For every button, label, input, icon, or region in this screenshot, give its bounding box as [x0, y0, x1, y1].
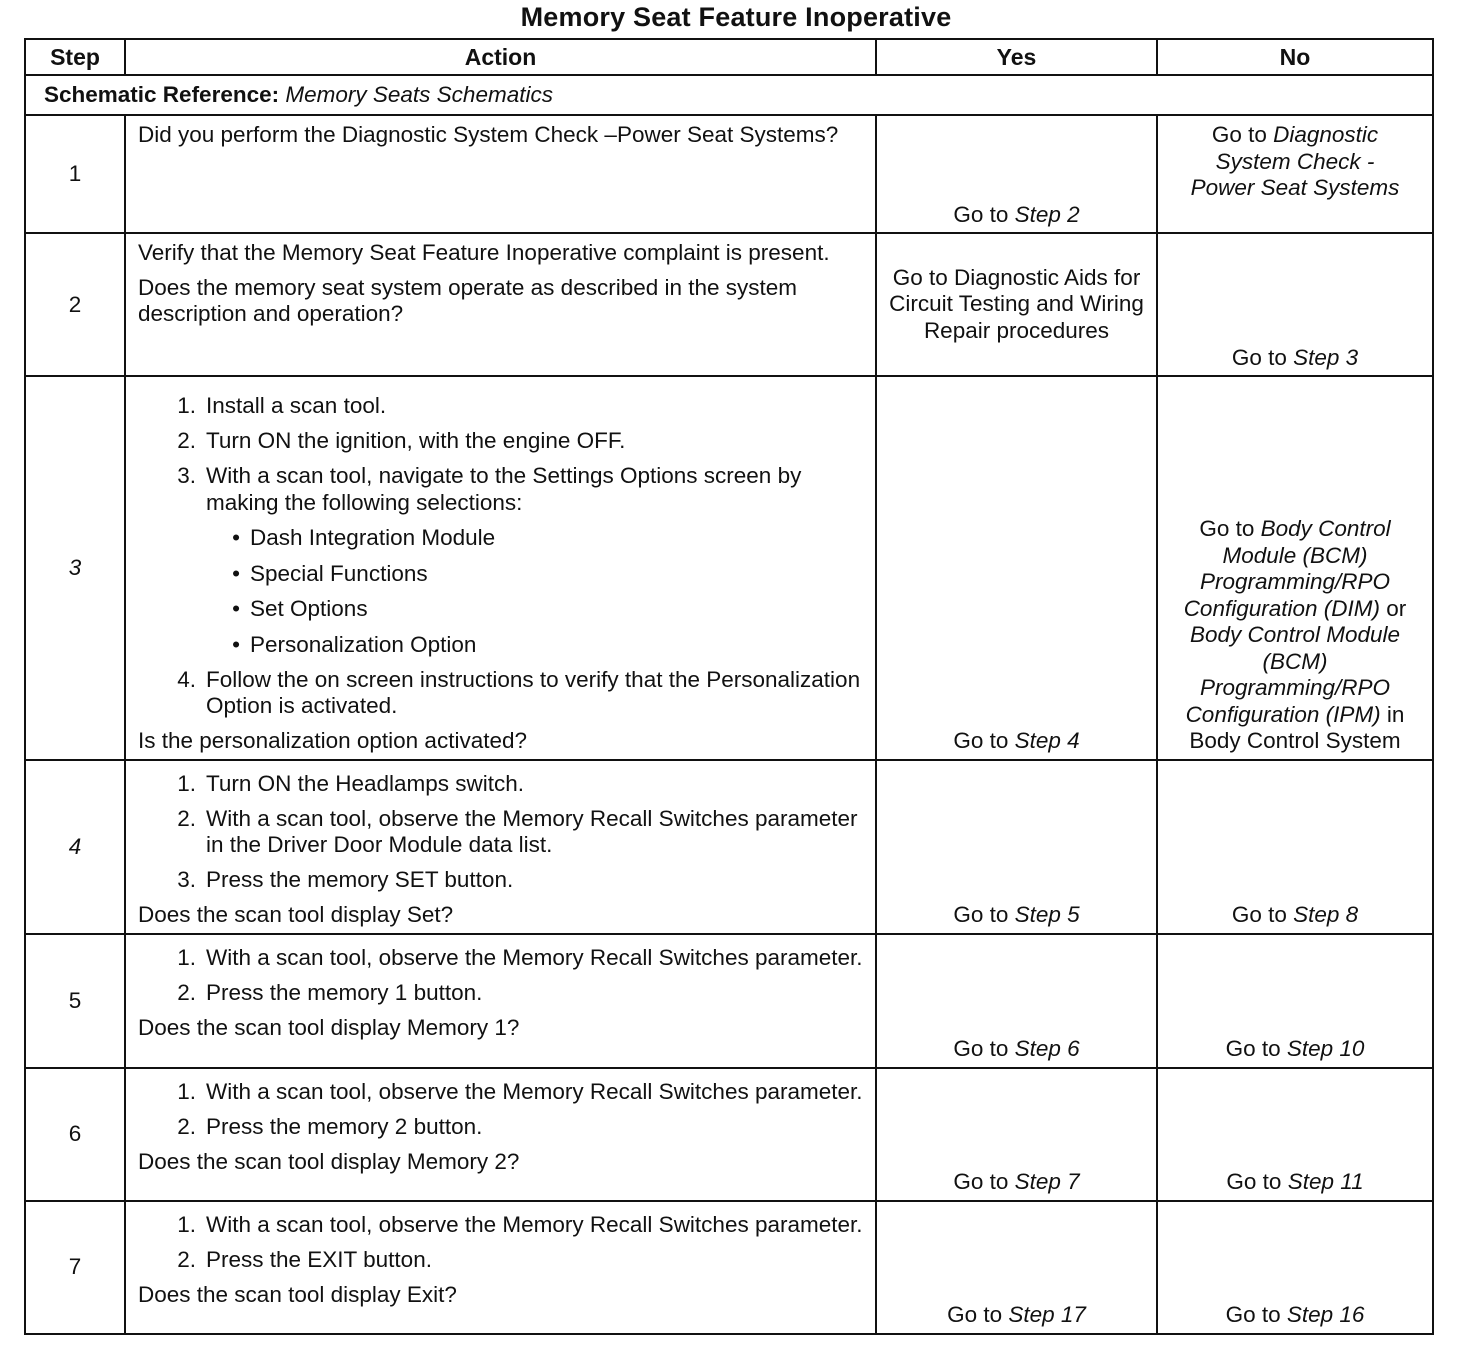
header-row — [25, 39, 1433, 75]
header-no: No — [1157, 39, 1433, 75]
action-cell — [125, 760, 876, 934]
yes-prefix: Go to — [953, 902, 1009, 927]
list-item: 2. Press the EXIT button. — [177, 1246, 432, 1272]
list-item: 4. Follow the on screen instructions to verify that the Personalization Option is activated. — [177, 666, 861, 718]
table-row — [25, 233, 1433, 376]
step-number: 2 — [25, 233, 125, 376]
list-item: 2. Turn ON the ignition, with the engine OFF. — [177, 428, 626, 453]
no-prefix: Go to — [1231, 344, 1287, 370]
action-cell — [125, 1201, 876, 1334]
list-item: 2. Press the memory 2 button. — [177, 1113, 483, 1139]
action-question: Does the scan tool display Memory 1? — [138, 1014, 520, 1040]
table-row — [25, 115, 1433, 233]
table-row — [25, 760, 1433, 934]
yes-prefix: Go to — [953, 1169, 1009, 1194]
yes-link[interactable]: Step 2 — [1014, 201, 1080, 227]
list-item: 1. With a scan tool, observe the Memory Recall Switches parameter. — [177, 1078, 863, 1104]
yes-link[interactable]: Step 7 — [1014, 1169, 1080, 1194]
diagnostic-table — [24, 38, 1434, 1335]
yes-prefix: Go to — [953, 201, 1009, 227]
step-number: 5 — [25, 934, 125, 1068]
table-row — [25, 1068, 1433, 1201]
step-number: 3 — [25, 376, 125, 760]
action-question: Does the scan tool display Memory 2? — [138, 1148, 520, 1174]
yes-cell — [876, 233, 1157, 376]
yes-cell — [876, 376, 1157, 760]
no-prefix: Go to — [1226, 1169, 1282, 1194]
step-number: 7 — [25, 1201, 125, 1334]
list-item: 1. With a scan tool, observe the Memory Recall Switches parameter. — [177, 1211, 863, 1237]
yes-cell — [876, 115, 1157, 233]
header-action: Action — [125, 39, 876, 75]
no-prefix: Go to — [1231, 902, 1287, 927]
action-cell — [125, 1068, 876, 1201]
no-link[interactable]: Step 8 — [1293, 902, 1359, 927]
header-yes: Yes — [876, 39, 1157, 75]
no-prefix: Go to — [1211, 122, 1267, 147]
action-steps — [138, 393, 863, 720]
action-cell — [125, 233, 876, 376]
no-prefix: Go to — [1199, 516, 1255, 541]
no-link[interactable]: Step 11 — [1287, 1169, 1364, 1194]
no-cell — [1157, 1068, 1433, 1201]
no-link[interactable]: Body Control Module (BCM) Programming/RPO Configuration (IPM) — [1185, 622, 1401, 727]
yes-cell — [876, 934, 1157, 1068]
no-cell — [1157, 1201, 1433, 1334]
no-link[interactable]: Body Control Module (BCM) Programming/RPO Configuration (DIM) — [1183, 516, 1391, 621]
list-item: • Special Functions — [232, 560, 428, 586]
no-prefix: Go to — [1225, 1302, 1281, 1327]
action-question: Does the scan tool display Exit? — [138, 1281, 457, 1307]
yes-cell — [876, 760, 1157, 934]
yes-link[interactable]: Step 17 — [1008, 1302, 1086, 1327]
action-cell — [125, 934, 876, 1068]
action-question: Does the scan tool display Set? — [138, 902, 454, 927]
list-item: • Personalization Option — [232, 631, 477, 657]
list-item: • Set Options — [232, 596, 368, 621]
schematic-label: Schematic Reference: — [44, 82, 280, 107]
list-item: 3. With a scan tool, navigate to the Settings Options screen by making the following selections: • Dash Integration Module • Special Functions • Set Options • Personalization Option — [138, 463, 863, 658]
action-question: Is the personalization option activated? — [138, 728, 528, 753]
yes-prefix: Go to — [947, 1302, 1003, 1327]
no-prefix: Go to — [1225, 1036, 1281, 1061]
yes-link[interactable]: Step 4 — [1014, 728, 1080, 753]
no-cell — [1157, 934, 1433, 1068]
list-item: 1. With a scan tool, observe the Memory Recall Switches parameter. — [177, 944, 863, 970]
list-item: 2. Press the memory 1 button. — [177, 979, 483, 1005]
yes-prefix: Go to — [953, 1036, 1009, 1061]
no-link[interactable]: Step 16 — [1286, 1302, 1365, 1327]
yes-text[interactable]: Go to Diagnostic Aids for Circuit Testing and Wiring Repair procedures — [889, 264, 1144, 343]
yes-prefix: Go to — [953, 728, 1009, 753]
no-cell — [1157, 760, 1433, 934]
list-item: 1. Install a scan tool. — [177, 393, 387, 418]
list-item: • Dash Integration Module — [232, 525, 496, 550]
schematic-reference — [25, 75, 1433, 115]
yes-cell — [876, 1068, 1157, 1201]
action-steps — [138, 945, 863, 1007]
action-steps — [138, 1212, 863, 1274]
selection-list — [206, 525, 863, 658]
step-number: 4 — [25, 760, 125, 934]
step-number: 1 — [25, 115, 125, 233]
header-step: Step — [25, 39, 125, 75]
step-number: 6 — [25, 1068, 125, 1201]
no-suffix: in Body Control System — [1189, 701, 1405, 753]
no-cell — [1157, 115, 1433, 233]
no-cell — [1157, 233, 1433, 376]
action-steps — [138, 771, 863, 894]
no-link[interactable]: Step 3 — [1293, 344, 1359, 370]
action-cell — [125, 115, 876, 233]
list-item: 1. Turn ON the Headlamps switch. — [177, 770, 525, 796]
action-text: Verify that the Memory Seat Feature Inoperative complaint is present. — [138, 240, 830, 265]
yes-link[interactable]: Step 5 — [1014, 902, 1080, 927]
action-cell — [125, 376, 876, 760]
no-link[interactable]: Step 10 — [1286, 1036, 1365, 1061]
schematic-link[interactable]: Memory Seats Schematics — [285, 82, 553, 107]
table-row — [25, 934, 1433, 1068]
yes-link[interactable]: Step 6 — [1014, 1036, 1080, 1061]
yes-cell — [876, 1201, 1157, 1334]
no-or: or — [1386, 595, 1407, 621]
schematic-row — [25, 75, 1433, 115]
no-cell — [1157, 376, 1433, 760]
action-text: Did you perform the Diagnostic System Check –Power Seat Systems? — [138, 122, 839, 147]
list-item: 2. With a scan tool, observe the Memory Recall Switches parameter in the Driver Door Module data list. — [177, 805, 858, 857]
table-row — [25, 1201, 1433, 1334]
table-row — [25, 376, 1433, 760]
no-link[interactable]: Diagnostic System Check - Power Seat Systems — [1190, 122, 1400, 200]
action-steps — [138, 1079, 863, 1141]
page-title: Memory Seat Feature Inoperative — [520, 2, 952, 32]
list-item: 3. Press the memory SET button. — [177, 867, 514, 892]
action-question: Does the memory seat system operate as described in the system description and operation? — [138, 274, 798, 326]
